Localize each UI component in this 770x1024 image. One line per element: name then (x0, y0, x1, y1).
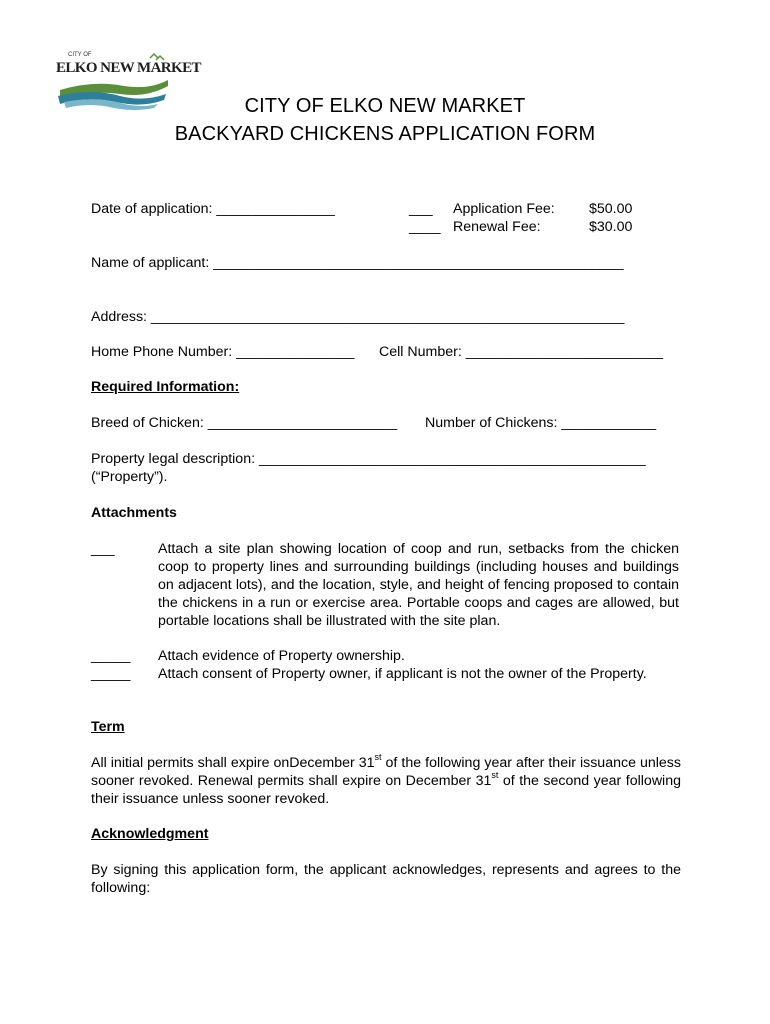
attachment-2-blank: _____ (91, 648, 131, 664)
term-sup-1: st (374, 752, 382, 763)
renewal-fee-value: $30.00 (589, 219, 633, 235)
attachment-2-text: Attach evidence of Property ownership. (158, 648, 405, 664)
application-fee-value: $50.00 (589, 201, 633, 217)
date-of-application-field: Date of application: _______________ (91, 201, 335, 217)
breed-of-chicken-field: Breed of Chicken: ________________________ (91, 415, 398, 431)
page-title-line1: CITY OF ELKO NEW MARKET (244, 95, 526, 117)
term-text-1: All initial permits shall expire onDecember 31 (91, 755, 375, 771)
attachment-3-text: Attach consent of Property owner, if applicant is not the owner of the Property. (158, 666, 647, 682)
renewal-fee-label: Renewal Fee: (453, 219, 541, 235)
application-fee-blank: ___ (409, 201, 433, 217)
home-phone-field: Home Phone Number: _______________ (91, 344, 355, 360)
number-of-chickens-field: Number of Chickens: ____________ (425, 415, 657, 431)
term-text-3: of the second year following their issuance unless sooner revoked. (91, 773, 681, 807)
name-of-applicant-field: Name of applicant: ____________________________________________________ (91, 255, 624, 271)
attachment-1-blank: ___ (91, 541, 115, 557)
renewal-fee-blank: ____ (409, 219, 441, 235)
term-paragraph (91, 754, 681, 808)
property-legal-description-field: Property legal description: _________________________________________________ (91, 451, 646, 467)
acknowledgment-text: By signing this application form, the applicant acknowledges, represents and agrees to the following: (91, 862, 681, 896)
attachment-1-text: Attach a site plan showing location of coop and run, setbacks from the chicken coop to property lines and surrounding buildings (including houses and buildings on adjacent lots), and the location, style, and height of fencing proposed to contain the chickens in a run or exercise area. Portable coops and cages are allowed, but portable locations shall be illustrated with the site plan. (158, 541, 679, 629)
address-field: Address: ____________________________________________________________ (91, 309, 625, 325)
cell-number-field: Cell Number: _________________________ (379, 344, 663, 360)
acknowledgment-heading: Acknowledgment (91, 826, 209, 842)
required-information-heading: Required Information: (91, 379, 240, 395)
term-heading: Term (91, 719, 125, 735)
page-title-line2: BACKYARD CHICKENS APPLICATION FORM (174, 123, 596, 145)
logo-small-text: CITY OF (68, 52, 92, 58)
term-text-2: of the following year after their issuance unless sooner revoked. Renewal permits shall expire on December 31 (91, 755, 681, 789)
attachments-heading: Attachments (91, 505, 177, 521)
term-sup-2: st (491, 770, 499, 781)
attachment-3-blank: _____ (91, 666, 131, 682)
property-definition: (“Property”). (91, 469, 168, 485)
application-fee-label: Application Fee: (453, 201, 555, 217)
logo-name: ELKO NEW MARKET (56, 60, 201, 76)
